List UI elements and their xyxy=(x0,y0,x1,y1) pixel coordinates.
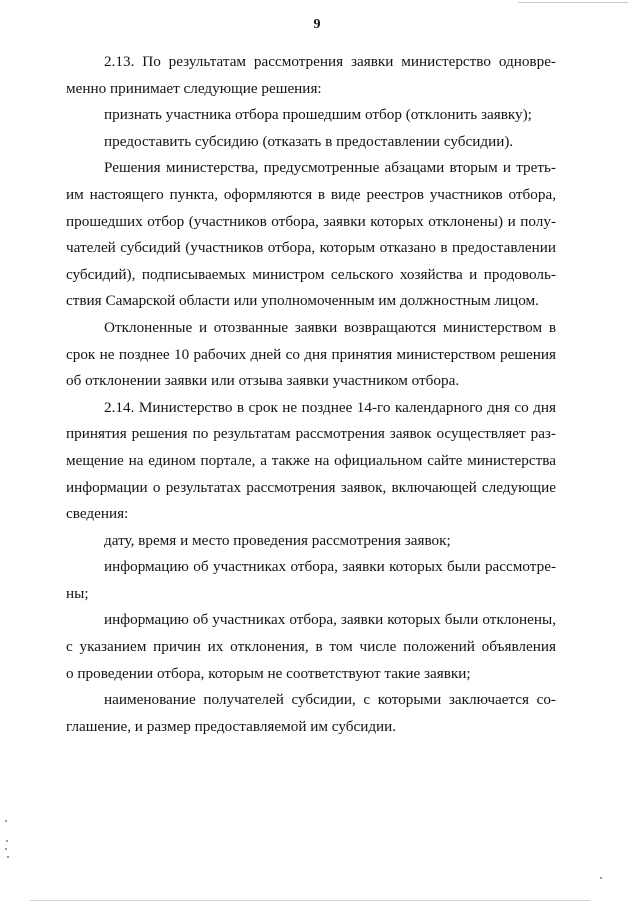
text-line: срок не позднее 10 рабочих дней со дня принятия министерством решения xyxy=(66,345,556,363)
text-line: ствия Самарской области или уполномоченным им должностным лицом. xyxy=(66,292,539,310)
text-line: признать участника отбора прошедшим отбор (отклонить заявку); xyxy=(104,106,532,124)
text-line: Решения министерства, предусмотренные абзацами вторым и треть- xyxy=(104,159,556,177)
text-line: информацию об участниках отбора, заявки которых были рассмотре- xyxy=(104,558,556,576)
text-line: 2.14. Министерство в срок не позднее 14-го календарного дня со дня xyxy=(104,398,556,416)
text-line: информацию об участниках отбора, заявки которых были отклонены, xyxy=(104,611,556,629)
text-line: менно принимает следующие решения: xyxy=(66,79,322,97)
text-line: прошедших отбор (участников отбора, заявки которых отклонены) и полу- xyxy=(66,212,556,230)
text-line: дату, время и место проведения рассмотрения заявок; xyxy=(104,531,451,549)
scan-edge-top xyxy=(518,2,628,3)
text-line: сведения: xyxy=(66,505,129,523)
document-body xyxy=(66,49,556,740)
text-line: наименование получателей субсидии, с которыми заключается со- xyxy=(104,691,556,709)
scan-speck xyxy=(600,877,602,879)
text-line: предоставить субсидию (отказать в предоставлении субсидии). xyxy=(104,132,514,150)
text-line: ны; xyxy=(66,584,89,602)
text-line: принятия решения по результатам рассмотрения заявок осуществляет раз- xyxy=(66,425,556,443)
text-line: глашение, и размер предоставляемой им субсидии. xyxy=(66,717,397,735)
text-line: об отклонении заявки или отзыва заявки участником отбора. xyxy=(66,372,460,390)
text-line: чателей субсидий (участников отбора, которым отказано в предоставлении xyxy=(66,239,556,257)
text-line: о проведении отбора, которым не соответствуют такие заявки; xyxy=(66,664,471,682)
text-line: мещение на едином портале, а также на официальном сайте министерства xyxy=(66,451,556,469)
text-line: субсидий), подписываемых министром сельского хозяйства и продоволь- xyxy=(66,265,556,283)
text-line: 2.13. По результатам рассмотрения заявки министерство одновре- xyxy=(104,53,556,70)
text-line: с указанием причин их отклонения, в том числе положений объявления xyxy=(66,638,556,656)
text-line: им настоящего пункта, оформляются в виде реестров участников отбора, xyxy=(66,185,556,203)
text-line: Отклоненные и отозванные заявки возвращаются министерством в xyxy=(104,318,556,336)
text-line: информации о результатах рассмотрения заявок, включающей следующие xyxy=(66,478,556,496)
page-number: 9 xyxy=(313,17,321,32)
scan-edge-bottom xyxy=(30,900,590,901)
